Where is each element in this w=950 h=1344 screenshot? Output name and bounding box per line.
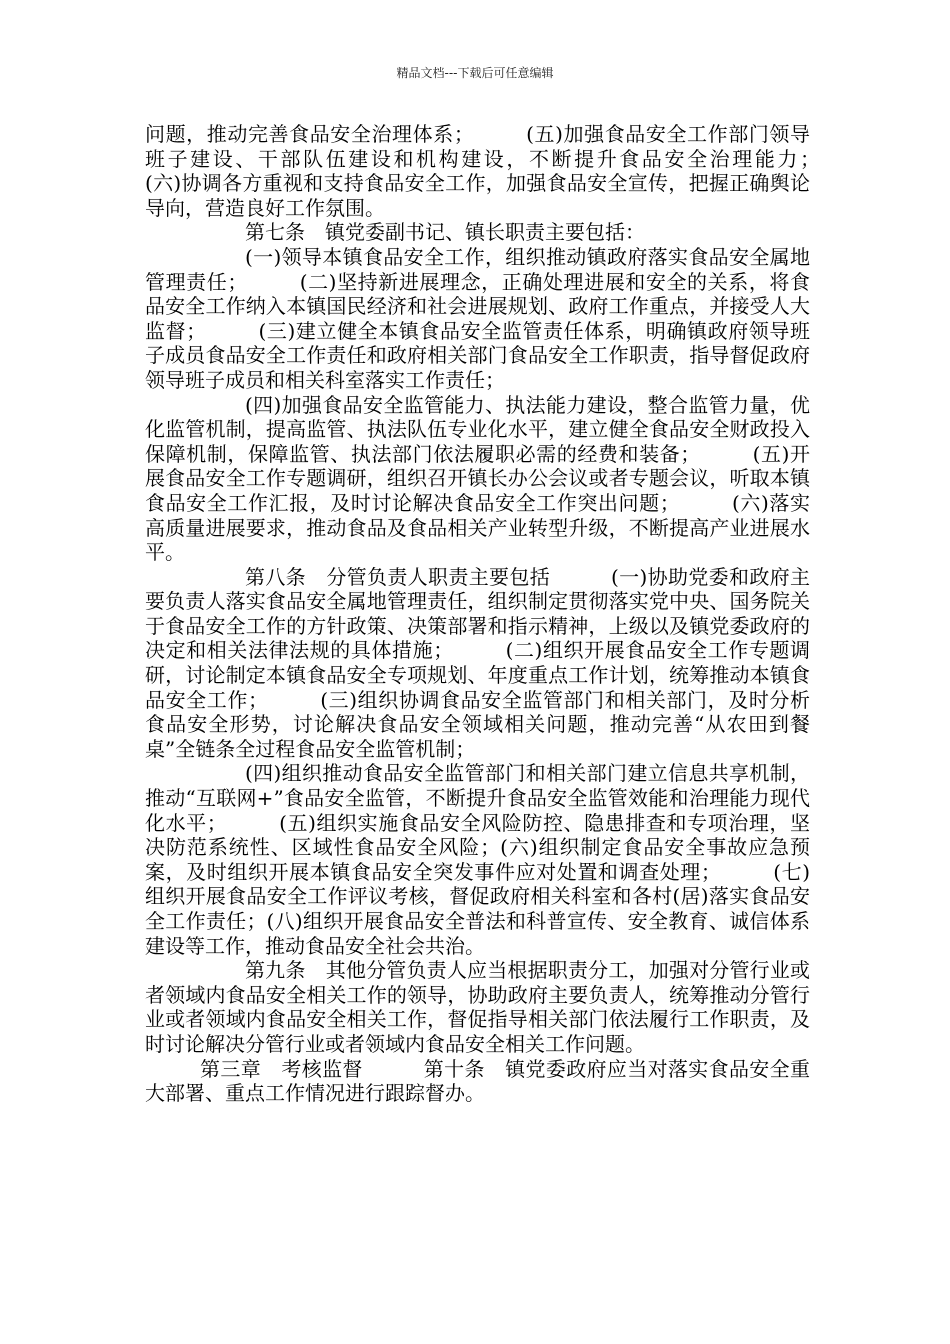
paragraph: (四)组织推动食品安全监管部门和相关部门建立信息共享机制，推动“互联网+”食品安全监管，不断提升食品安全监管效能和治理能力现代化水平； (五)组织实施食品安全风险防控、隐患排查和专项治理，坚决防范系统性、区域性食品安全风险；(六)组织制定食品安全事故应急预案，及时组织开展本镇食品安全突发事件应对处置和调查处理； (七)组织开展食品安全工作评议考核，督促政府相关科室和各村(居)落实食品安全工作责任；(八)组织开展食品安全普法和科普宣传、安全教育、诚信体系建设等工作，推动食品安全社会共治。 xyxy=(145,761,810,958)
article-7-heading: 第七条 镇党委副书记、镇长职责主要包括： xyxy=(245,220,645,245)
paragraph: (一)领导本镇食品安全工作，组织推动镇政府落实食品安全属地管理责任； (二)坚持新进展理念，正确处理进展和安全的关系，将食品安全工作纳入本镇国民经济和社会进展规划、政府工作重点，并接受人大监督； (三)建立健全本镇食品安全监管责任体系，明确镇政府领导班子成员食品安全工作责任和政府相关部门食品安全工作职责，指导督促政府领导班子成员和相关科室落实工作责任； xyxy=(145,244,810,392)
article-9-paragraph: 第九条 其他分管负责人应当根据职责分工，加强对分管行业或者领域内食品安全相关工作的领导，协助政府主要负责人，统筹推动分管行业或者领域内食品安全相关工作，督促指导相关部门依法履行工作职责，及时讨论解决分管行业或者领域内食品安全相关工作问题。 xyxy=(145,958,810,1056)
paragraph: (四)加强食品安全监管能力、执法能力建设，整合监管力量，优化监管机制，提高监管、执法队伍专业化水平，建立健全食品安全财政投入保障机制，保障监管、执法部门依法履职必需的经费和装备； (五)开展食品安全工作专题调研，组织召开镇长办公会议或者专题会议，听取本镇食品安全工作汇报，及时讨论解决食品安全工作突出问题； (六)落实高质量进展要求，推动食品及食品相关产业转型升级，不断提高产业进展水平。 xyxy=(145,392,810,565)
page-header: 精品文档---下载后可任意编辑 xyxy=(396,66,554,80)
article-8-paragraph: 第八条 分管负责人职责主要包括 (一)协助党委和政府主要负责人落实食品安全属地管理责任，组织制定贯彻落实党中央、国务院关于食品安全工作的方针政策、决策部署和指示精神，上级以及镇党委政府的决定和相关法律法规的具体措施； (二)组织开展食品安全工作专题调研，讨论制定本镇食品安全专项规划、年度重点工作计划，统筹推动本镇食品安全工作； (三)组织协调食品安全监管部门和相关部门，及时分析食品安全形势，讨论解决食品安全领域相关问题，推动完善“从农田到餐桌”全链条全过程食品安全监管机制； xyxy=(145,564,810,761)
chapter-3-paragraph: 第三章 考核监督 第十条 镇党委政府应当对落实食品安全重大部署、重点工作情况进行跟踪督办。 xyxy=(145,1056,810,1106)
document-body xyxy=(145,122,870,1106)
paragraph: 问题，推动完善食品安全治理体系； (五)加强食品安全工作部门领导班子建设、干部队伍建设和机构建设，不断提升食品安全治理能力； (六)协调各方重视和支持食品安全工作，加强食品安全宣传，把握正确舆论导向，营造良好工作氛围。 xyxy=(145,122,870,220)
